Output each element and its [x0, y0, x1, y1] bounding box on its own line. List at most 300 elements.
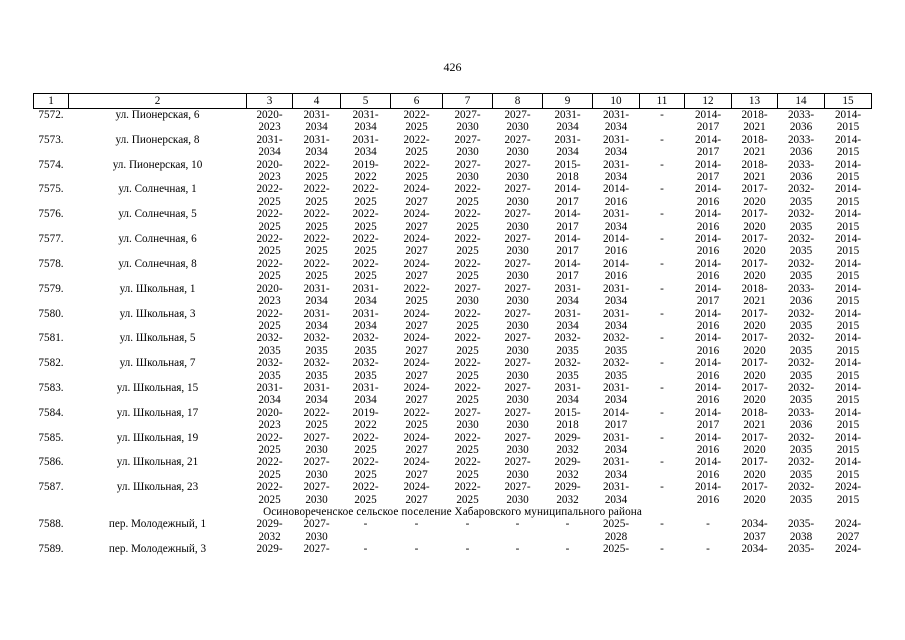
cell-line: 2027-	[303, 456, 330, 469]
cell-line: 2030	[506, 295, 529, 308]
table-row	[34, 208, 872, 233]
row-number: 7579.	[38, 282, 64, 295]
period-cell	[640, 407, 685, 432]
cell-line: 2025	[456, 319, 479, 332]
cell-line: 2022-	[403, 133, 430, 146]
period-cell	[341, 432, 391, 457]
cell-line: 2017-	[741, 456, 768, 469]
cell-line: 2022-	[303, 406, 330, 419]
cell-line: 2015	[836, 344, 860, 357]
cell-line: 2035	[354, 369, 377, 382]
period-cell	[443, 407, 493, 432]
address-cell: ул. Солнечная, 8	[118, 257, 197, 270]
cell-line: 2023	[258, 419, 281, 432]
table-row	[34, 432, 872, 457]
cell-line: -	[660, 158, 664, 171]
period-cell	[640, 518, 685, 543]
cell-line: 2022-	[256, 307, 283, 320]
period-cell	[493, 208, 543, 233]
cell-line: 2033-	[787, 406, 815, 419]
cell-line: 2025	[258, 319, 281, 332]
period-cell	[732, 109, 778, 134]
period-cell	[247, 518, 293, 543]
registry-table	[33, 93, 872, 556]
cell-line: -	[660, 257, 664, 270]
period-cell	[341, 183, 391, 208]
period-cell	[341, 518, 391, 543]
period-cell	[825, 543, 872, 555]
cell-line: 2032-	[787, 431, 815, 444]
period-cell	[685, 233, 732, 258]
row-number: 7583.	[38, 381, 64, 394]
cell-line: 2034	[305, 121, 328, 134]
period-cell	[443, 332, 493, 357]
period-cell	[341, 332, 391, 357]
period-cell	[685, 481, 732, 506]
cell-line: 2024-	[403, 357, 430, 370]
period-cell	[685, 518, 732, 543]
cell-line: 2034	[305, 146, 328, 159]
address-cell: ул. Школьная, 5	[119, 332, 196, 345]
address-cell: ул. Школьная, 7	[119, 357, 196, 370]
cell-line: 2014-	[554, 208, 581, 221]
cell-line: 2016	[696, 394, 720, 407]
period-cell	[443, 543, 493, 555]
cell-line: -	[660, 282, 664, 295]
cell-line: 2030	[506, 270, 529, 283]
period-cell	[493, 258, 543, 283]
period-cell	[593, 518, 640, 543]
period-cell	[247, 456, 293, 481]
cell-line: 2032-	[352, 357, 379, 370]
period-cell	[593, 332, 640, 357]
cell-line: 2032	[258, 530, 281, 543]
cell-line: 2027-	[504, 332, 531, 345]
period-cell	[825, 332, 872, 357]
row-number: 7574.	[38, 158, 64, 171]
period-cell	[732, 382, 778, 407]
cell-line: -	[660, 208, 664, 221]
cell-line: 2020	[743, 270, 766, 283]
period-cell	[685, 283, 732, 308]
cell-line: 2033-	[787, 282, 815, 295]
cell-line: 2019-	[352, 158, 379, 171]
address-cell: ул. Школьная, 3	[119, 307, 196, 320]
period-cell	[341, 159, 391, 184]
cell-line: 2027-	[504, 431, 531, 444]
cell-line: 2014-	[602, 233, 630, 246]
cell-line: 2027-	[303, 481, 330, 494]
period-cell	[443, 357, 493, 382]
cell-line: 2018-	[741, 158, 768, 171]
cell-line: 2034	[604, 319, 628, 332]
cell-line: 2031-	[256, 133, 283, 146]
cell-line: 2021	[743, 121, 766, 134]
column-header: 10	[593, 94, 640, 109]
cell-line: 2035	[258, 344, 281, 357]
cell-line: 2027	[405, 394, 428, 407]
period-cell	[293, 208, 341, 233]
cell-line: 2016	[696, 369, 720, 382]
period-cell	[247, 233, 293, 258]
cell-line: 2032	[556, 493, 579, 506]
cell-line: 2015	[836, 369, 860, 382]
cell-line: 2027	[405, 344, 428, 357]
cell-line: 2025	[456, 443, 479, 456]
cell-line: 2022-	[256, 208, 283, 221]
cell-line: 2032-	[787, 233, 815, 246]
cell-line: 2025	[305, 171, 328, 184]
period-cell	[778, 382, 825, 407]
period-cell	[593, 258, 640, 283]
cell-line: 2014-	[834, 332, 862, 345]
period-cell	[825, 258, 872, 283]
cell-line: 2031-	[352, 381, 379, 394]
cell-line: 2015	[836, 171, 860, 184]
cell-line: 2029-	[256, 518, 283, 531]
row-number: 7577.	[38, 233, 64, 246]
cell-line: 2022-	[454, 183, 481, 196]
cell-line: 2022-	[256, 431, 283, 444]
period-cell	[247, 134, 293, 159]
cell-line: 2031-	[602, 431, 630, 444]
cell-line: 2027	[405, 220, 428, 233]
period-cell	[593, 382, 640, 407]
cell-line: -	[565, 543, 570, 556]
period-cell	[391, 109, 443, 134]
cell-line: 2031-	[303, 282, 330, 295]
cell-line: 2017	[604, 419, 628, 432]
cell-line: 2021	[743, 171, 766, 184]
period-cell	[443, 258, 493, 283]
cell-line: 2031-	[352, 133, 379, 146]
cell-line: 2014-	[834, 158, 862, 171]
cell-line: 2030	[456, 295, 479, 308]
cell-line: 2015	[836, 121, 860, 134]
cell-line: 2022-	[352, 456, 379, 469]
period-cell	[493, 382, 543, 407]
cell-line: 2022-	[256, 456, 283, 469]
period-cell	[293, 159, 341, 184]
cell-line: 2035	[604, 369, 628, 382]
cell-line: 2024-	[403, 307, 430, 320]
column-header: 8	[493, 94, 543, 109]
cell-line: 2014-	[694, 208, 722, 221]
cell-line: 2018-	[741, 282, 768, 295]
period-cell	[593, 159, 640, 184]
period-cell	[247, 382, 293, 407]
period-cell	[293, 481, 341, 506]
period-cell	[685, 432, 732, 457]
cell-line: 2033-	[787, 158, 815, 171]
period-cell	[293, 543, 341, 555]
cell-line: 2015	[836, 146, 860, 159]
cell-line: 2024-	[403, 233, 430, 246]
cell-line: 2021	[743, 295, 766, 308]
period-cell	[593, 456, 640, 481]
cell-line: 2030	[456, 121, 479, 134]
cell-line: 2025	[354, 245, 377, 258]
period-cell	[493, 518, 543, 543]
cell-line: 2029-	[554, 456, 581, 469]
cell-line: 2016	[696, 195, 720, 208]
page-number: 426	[443, 60, 462, 74]
period-cell	[825, 233, 872, 258]
cell-line: 2014-	[834, 183, 862, 196]
period-cell	[443, 109, 493, 134]
cell-line: 2034	[604, 468, 628, 481]
period-cell	[543, 159, 593, 184]
period-cell	[293, 308, 341, 333]
period-cell	[543, 109, 593, 134]
cell-line: 2025	[456, 369, 479, 382]
cell-line: 2024-	[403, 183, 430, 196]
period-cell	[493, 233, 543, 258]
cell-line: 2014-	[694, 332, 722, 345]
cell-line: 2025-	[602, 543, 630, 556]
period-cell	[341, 134, 391, 159]
period-cell	[391, 134, 443, 159]
period-cell	[341, 357, 391, 382]
row-number: 7585.	[38, 431, 64, 444]
column-header: 6	[391, 94, 443, 109]
cell-line: 2032-	[554, 332, 581, 345]
cell-line: -	[660, 357, 664, 370]
cell-line: 2017	[696, 295, 720, 308]
address-cell: пер. Молодежный, 1	[108, 518, 207, 531]
cell-line: 2018-	[741, 406, 768, 419]
period-cell	[247, 159, 293, 184]
cell-line: 2014-	[602, 183, 630, 196]
period-cell	[685, 208, 732, 233]
period-cell	[825, 159, 872, 184]
period-cell	[825, 283, 872, 308]
cell-line: 2015	[836, 270, 860, 283]
cell-line: 2017-	[741, 307, 768, 320]
table-row	[34, 332, 872, 357]
period-cell	[825, 481, 872, 506]
column-header: 2	[69, 94, 247, 109]
cell-line: 2014-	[694, 307, 722, 320]
cell-line: 2015	[836, 245, 860, 258]
cell-line: 2022-	[454, 257, 481, 270]
cell-line: -	[515, 543, 520, 556]
cell-line: 2022-	[352, 233, 379, 246]
cell-line: 2034-	[741, 543, 768, 556]
cell-line: 2016	[696, 270, 720, 283]
cell-line: 2022-	[303, 158, 330, 171]
cell-line: 2025	[305, 220, 328, 233]
cell-line: 2016	[696, 344, 720, 357]
cell-line: 2035-	[787, 518, 815, 531]
period-cell	[341, 407, 391, 432]
cell-line: 2032-	[602, 332, 630, 345]
period-cell	[391, 407, 443, 432]
period-cell	[825, 183, 872, 208]
cell-line: 2017	[696, 171, 720, 184]
period-cell	[825, 518, 872, 543]
cell-line: 2032-	[303, 332, 330, 345]
cell-line: 2034	[258, 146, 281, 159]
period-cell	[732, 283, 778, 308]
period-cell	[778, 332, 825, 357]
period-cell	[732, 258, 778, 283]
cell-line: 2027	[405, 319, 428, 332]
cell-line: 2015	[836, 220, 860, 233]
cell-line: 2032-	[787, 257, 815, 270]
cell-line: 2027-	[504, 456, 531, 469]
cell-line: 2017	[696, 419, 720, 432]
cell-line: 2035-	[787, 543, 815, 556]
cell-line: 2025	[405, 419, 428, 432]
period-cell	[732, 481, 778, 506]
address-cell: ул. Пионерская, 8	[115, 133, 200, 146]
period-cell	[293, 233, 341, 258]
cell-line: 2017-	[741, 481, 768, 494]
address-cell: ул. Школьная, 15	[116, 381, 199, 394]
period-cell	[640, 208, 685, 233]
address-cell: ул. Солнечная, 5	[118, 208, 197, 221]
period-cell	[443, 183, 493, 208]
row-number: 7587.	[38, 481, 64, 494]
period-cell	[293, 456, 341, 481]
cell-line: 2015	[836, 319, 860, 332]
period-cell	[293, 109, 341, 134]
period-cell	[341, 258, 391, 283]
period-cell	[825, 357, 872, 382]
cell-line: 2014-	[834, 456, 862, 469]
cell-line: 2034	[556, 121, 579, 134]
cell-line: 2018-	[741, 133, 768, 146]
cell-line: 2017-	[741, 233, 768, 246]
cell-line: 2031-	[554, 307, 581, 320]
period-cell	[543, 308, 593, 333]
period-cell	[293, 432, 341, 457]
cell-line: 2022-	[454, 233, 481, 246]
period-cell	[593, 283, 640, 308]
period-cell	[825, 456, 872, 481]
period-cell	[247, 109, 293, 134]
cell-line: 2024-	[834, 518, 862, 531]
cell-line: 2025	[354, 493, 377, 506]
cell-line: 2035	[789, 394, 813, 407]
period-cell	[493, 109, 543, 134]
table-row	[34, 258, 872, 283]
cell-line: 2022-	[352, 183, 379, 196]
cell-line: 2036	[789, 171, 813, 184]
cell-line: 2025	[354, 220, 377, 233]
period-cell	[543, 481, 593, 506]
period-cell	[593, 357, 640, 382]
cell-line: 2032-	[256, 332, 283, 345]
cell-line: 2014-	[834, 381, 862, 394]
cell-line: 2022-	[256, 233, 283, 246]
cell-line: 2034	[556, 295, 579, 308]
period-cell	[341, 283, 391, 308]
cell-line: 2035	[789, 344, 813, 357]
period-cell	[341, 481, 391, 506]
period-cell	[493, 456, 543, 481]
cell-line: 2025	[354, 468, 377, 481]
cell-line: 2031-	[352, 307, 379, 320]
cell-line: 2023	[258, 171, 281, 184]
period-cell	[391, 283, 443, 308]
cell-line: 2037	[743, 530, 766, 543]
cell-line: 2030	[506, 171, 529, 184]
cell-line: 2024-	[834, 481, 862, 494]
cell-line: 2034	[556, 146, 579, 159]
cell-line: 2027	[836, 530, 860, 543]
period-cell	[293, 134, 341, 159]
address-cell: ул. Школьная, 21	[116, 456, 199, 469]
cell-line: 2027	[405, 468, 428, 481]
period-cell	[443, 134, 493, 159]
cell-line: 2020	[743, 369, 766, 382]
cell-line: 2034	[305, 394, 328, 407]
cell-line: 2031-	[602, 381, 630, 394]
cell-line: 2022-	[303, 257, 330, 270]
cell-line: 2032-	[787, 332, 815, 345]
cell-line: 2022-	[403, 158, 430, 171]
period-cell	[443, 233, 493, 258]
cell-line: 2018-	[741, 109, 768, 121]
period-cell	[778, 109, 825, 134]
cell-line: 2017-	[741, 357, 768, 370]
cell-line: 2014-	[834, 282, 862, 295]
cell-line: 2022-	[403, 109, 430, 121]
period-cell	[493, 183, 543, 208]
cell-line: 2014-	[694, 481, 722, 494]
cell-line: 2014-	[694, 257, 722, 270]
cell-line: 2029-	[554, 481, 581, 494]
cell-line: 2032-	[787, 381, 815, 394]
period-cell	[640, 357, 685, 382]
period-cell	[685, 308, 732, 333]
period-cell	[778, 357, 825, 382]
period-cell	[341, 109, 391, 134]
cell-line: 2027	[405, 195, 428, 208]
cell-line: 2027-	[504, 381, 531, 394]
cell-line: 2016	[696, 443, 720, 456]
cell-line: 2032-	[787, 307, 815, 320]
period-cell	[593, 543, 640, 555]
period-cell	[391, 432, 443, 457]
period-cell	[293, 382, 341, 407]
period-cell	[640, 481, 685, 506]
period-cell	[640, 183, 685, 208]
period-cell	[543, 382, 593, 407]
cell-line: 2016	[696, 245, 720, 258]
period-cell	[732, 357, 778, 382]
cell-line: 2031-	[303, 109, 330, 121]
cell-line: 2027-	[504, 133, 531, 146]
cell-line: 2025	[354, 270, 377, 283]
cell-line: 2020	[743, 319, 766, 332]
cell-line: 2030	[456, 171, 479, 184]
cell-line: 2035	[305, 369, 328, 382]
period-cell	[593, 233, 640, 258]
cell-line: 2015	[836, 419, 860, 432]
cell-line: -	[414, 518, 419, 531]
cell-line: 2034	[604, 443, 628, 456]
cell-line: 2027	[405, 369, 428, 382]
cell-line: 2031-	[352, 109, 379, 121]
cell-line: 2027-	[504, 158, 531, 171]
period-cell	[685, 382, 732, 407]
row-number: 7588.	[38, 518, 64, 531]
header-row	[34, 94, 872, 109]
cell-line: 2015	[836, 295, 860, 308]
